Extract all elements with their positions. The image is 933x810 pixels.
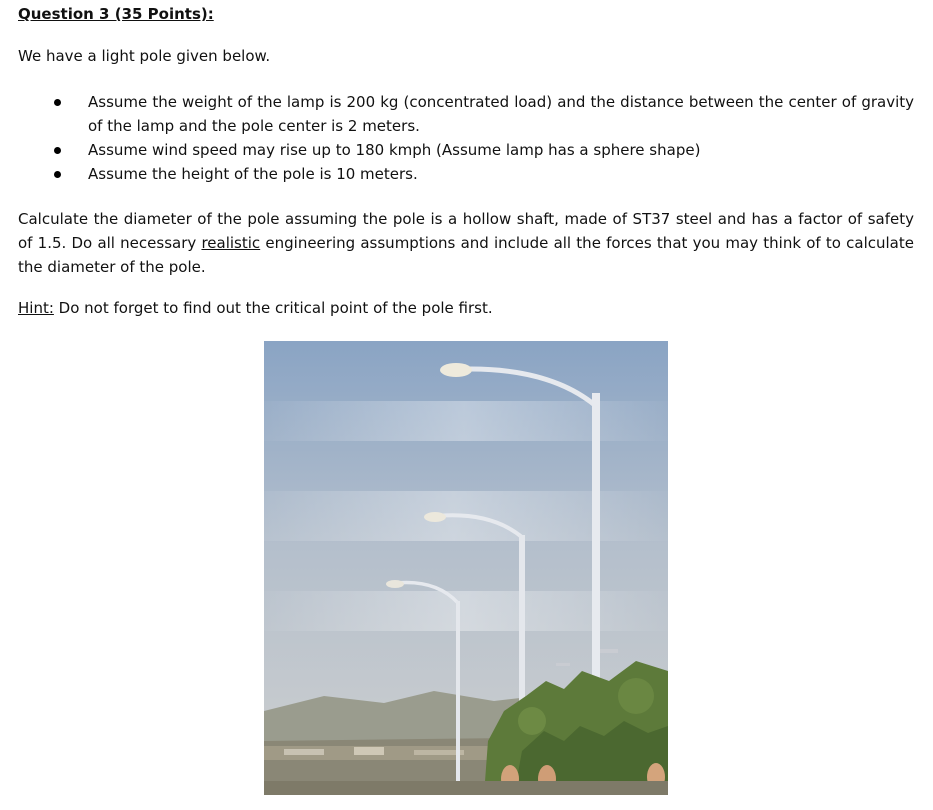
intro-text: We have a light pole given below.	[18, 47, 271, 65]
assumption-item: Assume wind speed may rise up to 180 kmph (Assume lamp has a sphere shape)	[18, 138, 914, 162]
hint-label: Hint:	[18, 299, 54, 317]
assumption-item: Assume the weight of the lamp is 200 kg (concentrated load) and the distance between the center of gravity of the lamp and the pole center is 2 meters.	[18, 90, 914, 138]
light-pole-photo	[264, 341, 668, 795]
task-paragraph	[18, 207, 914, 279]
task-text-part1: Calculate the diameter of the pole assuming the pole is a hollow shaft, made of ST37 steel and has a factor of safety of 1.5. Do all necessary	[18, 210, 914, 252]
task-text-part2: engineering assumptions and include all the forces that you may think of to calculate the diameter of the pole.	[18, 234, 914, 276]
assumption-item: Assume the height of the pole is 10 meters.	[18, 162, 914, 186]
hint-text: Do not forget to find out the critical point of the pole first.	[53, 299, 493, 317]
hint-line	[18, 299, 493, 317]
question-title: Question 3 (35 Points):	[18, 5, 214, 23]
light-pole-illustration	[264, 341, 668, 795]
realistic-underlined: realistic	[201, 234, 261, 252]
assumption-list	[18, 90, 914, 186]
